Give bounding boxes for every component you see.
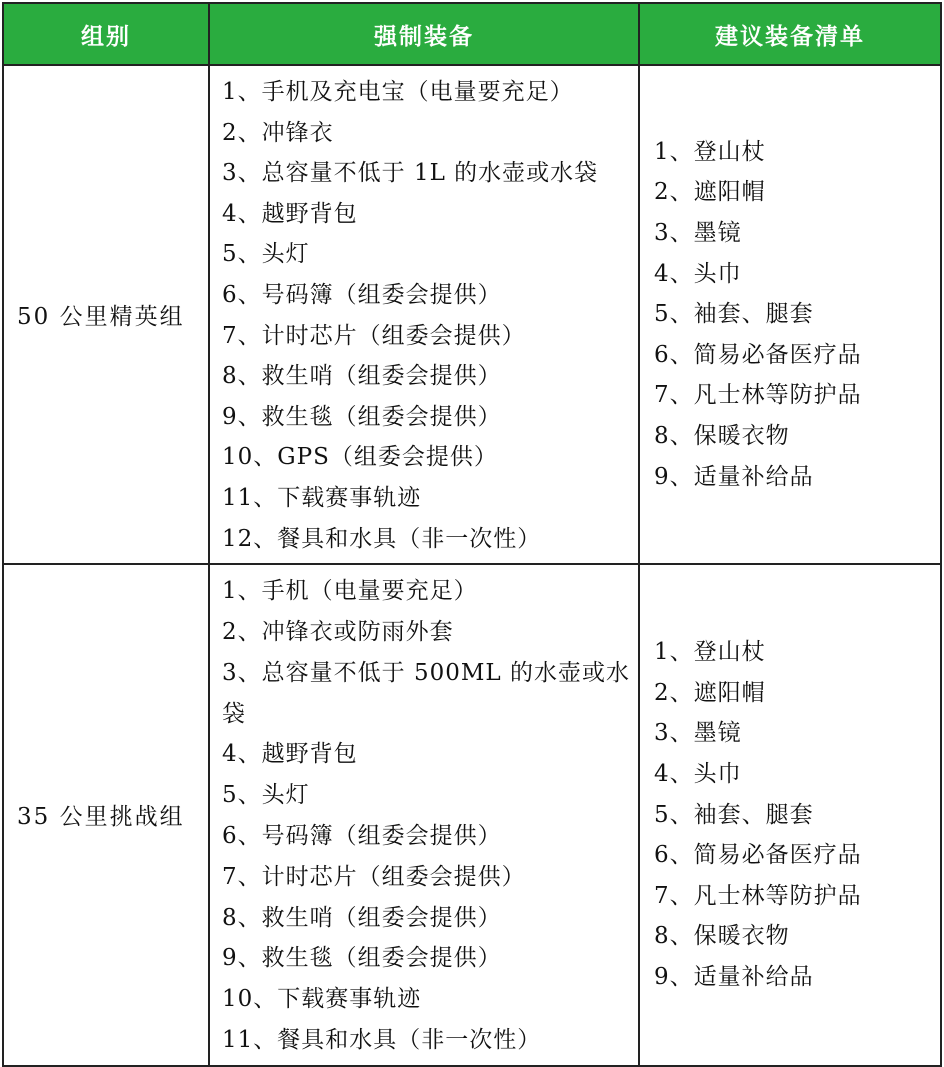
- suggested-item: 8、保暖衣物: [654, 923, 790, 950]
- suggested-list-cell: [639, 564, 941, 1066]
- mandatory-item: 11、餐具和水具（非一次性）: [222, 1026, 542, 1053]
- header-suggested: 建议装备清单: [639, 3, 941, 65]
- mandatory-item: 12、餐具和水具（非一次性）: [222, 525, 542, 552]
- suggested-item: 3、墨镜: [654, 220, 742, 247]
- mandatory-item: 7、计时芯片（组委会提供）: [222, 322, 526, 349]
- mandatory-item: 1、手机（电量要充足）: [222, 578, 478, 605]
- header-mandatory: 强制装备: [209, 3, 639, 65]
- mandatory-item: 3、总容量不低于 1L 的水壶或水袋: [222, 160, 599, 187]
- suggested-list-cell: [639, 65, 941, 564]
- mandatory-item: 10、GPS（组委会提供）: [222, 444, 498, 471]
- suggested-item: 4、头巾: [654, 260, 742, 287]
- table-body: [3, 65, 941, 1066]
- mandatory-item: 9、救生毯（组委会提供）: [222, 403, 502, 430]
- mandatory-item: 6、号码簿（组委会提供）: [222, 822, 502, 849]
- header-row: [3, 3, 941, 65]
- mandatory-item: 4、越野背包: [222, 741, 358, 768]
- table-header: [3, 3, 941, 65]
- mandatory-item: 5、头灯: [222, 241, 310, 268]
- mandatory-item: 6、号码簿（组委会提供）: [222, 281, 502, 308]
- mandatory-item: 5、头灯: [222, 782, 310, 809]
- suggested-item: 9、适量补给品: [654, 963, 814, 990]
- suggested-item: 4、头巾: [654, 761, 742, 788]
- mandatory-item: 2、冲锋衣或防雨外套: [222, 618, 454, 645]
- group-name-cell: 35 公里挑战组: [3, 564, 209, 1066]
- suggested-item: 8、保暖衣物: [654, 423, 790, 450]
- suggested-item: 6、简易必备医疗品: [654, 341, 862, 368]
- mandatory-item: 3、总容量不低于 500ML 的水壶或水袋: [222, 659, 630, 727]
- mandatory-item: 2、冲锋衣: [222, 119, 334, 146]
- mandatory-item: 8、救生哨（组委会提供）: [222, 904, 502, 931]
- mandatory-item: 10、下载赛事轨迹: [222, 986, 422, 1013]
- mandatory-item: 11、下载赛事轨迹: [222, 484, 422, 511]
- header-group: 组别: [3, 3, 209, 65]
- suggested-item: 9、适量补给品: [654, 463, 814, 490]
- suggested-item: 5、袖套、腿套: [654, 801, 814, 828]
- mandatory-list-cell: [209, 65, 639, 564]
- mandatory-item: 7、计时芯片（组委会提供）: [222, 863, 526, 890]
- mandatory-item: 8、救生哨（组委会提供）: [222, 363, 502, 390]
- mandatory-item: 1、手机及充电宝（电量要充足）: [222, 79, 574, 105]
- suggested-item: 7、凡士林等防护品: [654, 882, 862, 909]
- mandatory-item: 9、救生毯（组委会提供）: [222, 945, 502, 972]
- suggested-item: 3、墨镜: [654, 720, 742, 747]
- table-row: [3, 564, 941, 1066]
- suggested-item: 6、简易必备医疗品: [654, 842, 862, 869]
- suggested-item: 7、凡士林等防护品: [654, 382, 862, 409]
- equipment-table: [2, 2, 942, 1067]
- suggested-item: 5、袖套、腿套: [654, 301, 814, 328]
- mandatory-item: 4、越野背包: [222, 200, 358, 227]
- suggested-item: 1、登山杖: [654, 639, 766, 666]
- suggested-item: 1、登山杖: [654, 138, 766, 165]
- suggested-item: 2、遮阳帽: [654, 679, 766, 706]
- mandatory-list-cell: [209, 564, 639, 1066]
- group-name-cell: 50 公里精英组: [3, 65, 209, 564]
- suggested-item: 2、遮阳帽: [654, 179, 766, 206]
- table-row: [3, 65, 941, 564]
